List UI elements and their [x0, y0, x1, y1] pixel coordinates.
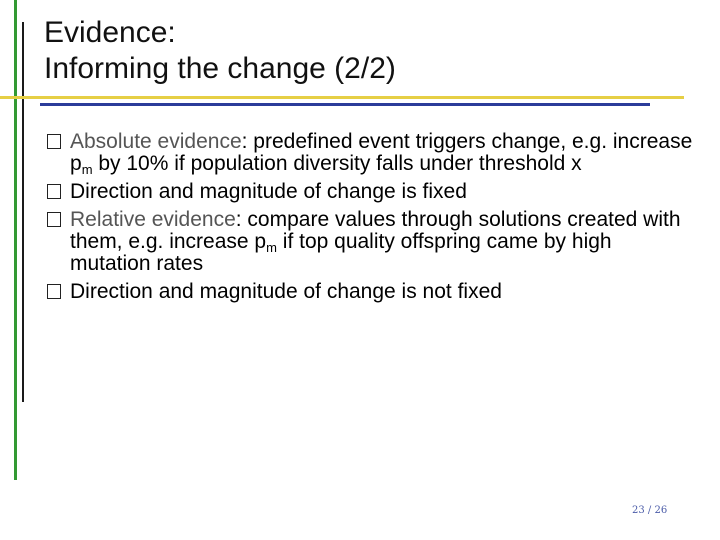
bullet-list: [47, 131, 697, 309]
bullet-text: Direction and magnitude of change is fixed: [70, 180, 467, 203]
term-relative-evidence: Relative evidence: [70, 208, 236, 231]
checkbox-bullet-icon: [47, 212, 61, 227]
title-blue-rule: [40, 103, 650, 106]
term-absolute-evidence: Absolute evidence: [70, 130, 242, 153]
title-line-1: Evidence:: [44, 16, 176, 49]
bullet-text: if top quality offspring came by high mutation rates: [70, 230, 612, 275]
bullet-text: : compare values through solutions created with them, e.g. increase p: [70, 208, 681, 253]
checkbox-bullet-icon: [47, 134, 61, 149]
subscript-m: m: [266, 240, 277, 255]
page-number: 23 / 26: [632, 505, 668, 516]
bullet-text: : predefined event triggers change, e.g. increase p: [70, 130, 693, 175]
checkbox-bullet-icon: [47, 184, 61, 199]
bullet-text: Direction and magnitude of change is not fixed: [70, 280, 502, 303]
bullet-absolute-evidence: [47, 131, 697, 175]
bullet-text: by 10% if population diversity falls under threshold x: [92, 152, 582, 175]
slide-title: [44, 15, 396, 87]
left-dark-rule: [22, 22, 24, 402]
bullet-direction-not-fixed: [47, 281, 697, 303]
bullet-direction-fixed: [47, 181, 697, 203]
checkbox-bullet-icon: [47, 284, 61, 299]
bullet-relative-evidence: [47, 209, 697, 275]
title-yellow-rule: [0, 96, 684, 99]
left-green-rule: [14, 0, 17, 480]
subscript-m: m: [81, 162, 93, 177]
title-line-2: Informing the change (2/2): [44, 52, 396, 85]
